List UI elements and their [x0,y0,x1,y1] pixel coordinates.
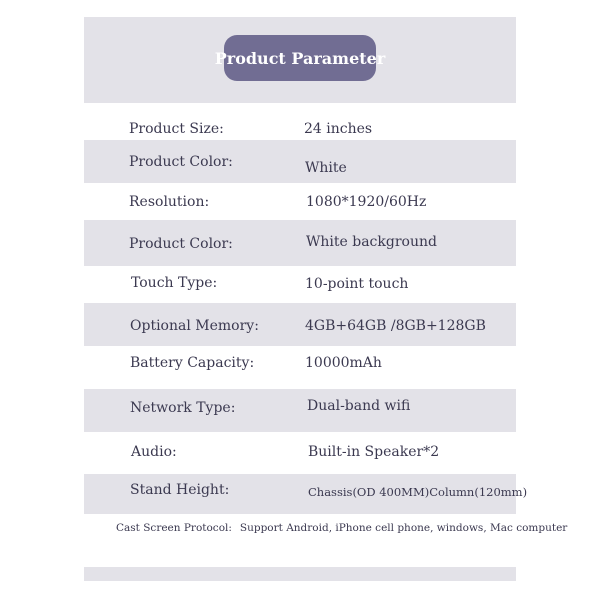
param-label: Network Type: [130,400,236,416]
param-label: Optional Memory: [130,318,259,334]
param-label: Battery Capacity: [130,355,255,371]
page-title: Product Parameter [224,35,376,81]
param-value: Dual-band wifi [307,398,411,414]
product-parameter-panel [84,17,568,581]
param-row-color-background [84,220,516,266]
param-label: Resolution: [129,194,210,210]
param-value: 10000mAh [305,355,382,371]
header-band [84,17,516,103]
param-row-memory [84,303,516,346]
footer-band [84,567,516,581]
cast-screen-protocol-row [116,522,567,534]
param-label: Product Size: [129,121,224,137]
cast-value: Support Android, iPhone cell phone, windows, Mac computer [239,522,568,534]
param-value: Chassis(OD 400MM)Column(120mm) [308,485,528,499]
param-value: White background [306,234,437,250]
param-label: Touch Type: [131,275,218,291]
param-row-resolution [84,183,516,220]
param-value: 1080*1920/60Hz [306,194,427,210]
param-value: Built-in Speaker*2 [308,444,440,460]
param-row-network [84,389,516,432]
param-row-stand-height [84,474,528,514]
param-label: Audio: [131,444,177,460]
param-label: Product Color: [129,236,233,252]
param-label: Stand Height: [130,482,230,498]
cast-label: Cast Screen Protocol: [116,522,232,534]
param-row-color [84,140,516,183]
param-value: 24 inches [304,121,373,137]
param-value: 10-point touch [305,276,409,292]
param-value: White [305,160,347,176]
param-row-touch [84,266,516,303]
param-row-audio [84,432,516,474]
param-row-battery [84,346,516,389]
param-label: Product Color: [129,154,233,170]
param-value: 4GB+64GB /8GB+128GB [305,318,486,334]
